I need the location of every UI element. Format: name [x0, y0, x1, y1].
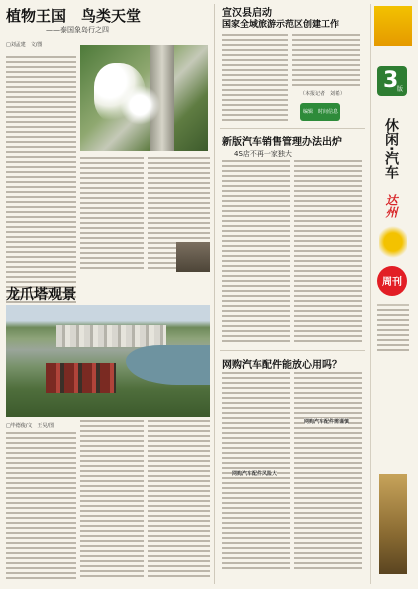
side-logo-top	[374, 6, 412, 46]
text-col-7	[222, 34, 288, 126]
credit-xuanhan: （本报记者 刘希）	[300, 91, 346, 97]
text-col-10	[294, 160, 362, 345]
article-subtitle-xuanhan: 国家全域旅游示范区创建工作	[222, 20, 340, 30]
orchid-flowers-2	[120, 85, 160, 125]
section-head-risk: 网购汽车配件风险大	[232, 471, 278, 477]
article-byline-pagoda: □毕德俊/文 王昊/图	[6, 423, 55, 429]
article-title-parts: 网购汽车配件能放心用吗？	[222, 360, 342, 371]
side-strip	[370, 4, 415, 584]
article-title-plants: 植物王国 鸟类天堂	[6, 7, 142, 25]
text-col-6	[148, 420, 210, 584]
article-title-auto-sales: 新版汽车销售管理办法出炉	[222, 137, 342, 148]
river	[126, 345, 210, 385]
side-info-text	[377, 304, 409, 444]
section-divider-2	[220, 350, 365, 351]
orchid-photo	[80, 45, 208, 151]
text-col-2	[80, 157, 144, 272]
red-script-text: 达州	[384, 194, 398, 218]
side-photo	[379, 474, 407, 574]
column-divider	[214, 4, 215, 584]
page-number-box	[377, 66, 407, 96]
small-photo	[176, 242, 210, 272]
text-col-9	[222, 160, 290, 345]
text-col-5	[80, 420, 144, 584]
city-buildings	[56, 325, 166, 347]
temple-roofs	[46, 363, 116, 393]
article-title-pagoda: 龙爪塔观景	[6, 287, 76, 303]
text-col-1	[6, 56, 76, 306]
article-byline-plants: □刘孟建 文/图	[6, 42, 43, 48]
section-title-leisure-auto: 休闲·汽车	[383, 118, 399, 180]
section-head-caution: 网购汽车配件需谨慎	[304, 419, 350, 425]
pagoda-cityscape-photo	[6, 305, 210, 417]
article-title-xuanhan: 宣汉县启动	[222, 8, 272, 19]
page-suffix: 版	[397, 86, 404, 93]
weekly-badge	[377, 266, 407, 296]
text-col-4	[6, 432, 76, 584]
article-subtitle-auto-sales: 4S店不再一家独大	[234, 150, 292, 158]
green-badge-text: 编辑 时间信息	[303, 109, 339, 115]
section-divider-1	[220, 128, 365, 129]
weekly-label: 周刊	[382, 277, 402, 288]
article-subtitle-plants: ——泰国象岛行之四	[46, 26, 109, 34]
text-col-8	[292, 34, 360, 88]
page-number: 3	[383, 68, 399, 93]
green-badge	[300, 103, 340, 121]
text-col-12	[294, 372, 362, 572]
yellow-script-block	[379, 224, 407, 260]
